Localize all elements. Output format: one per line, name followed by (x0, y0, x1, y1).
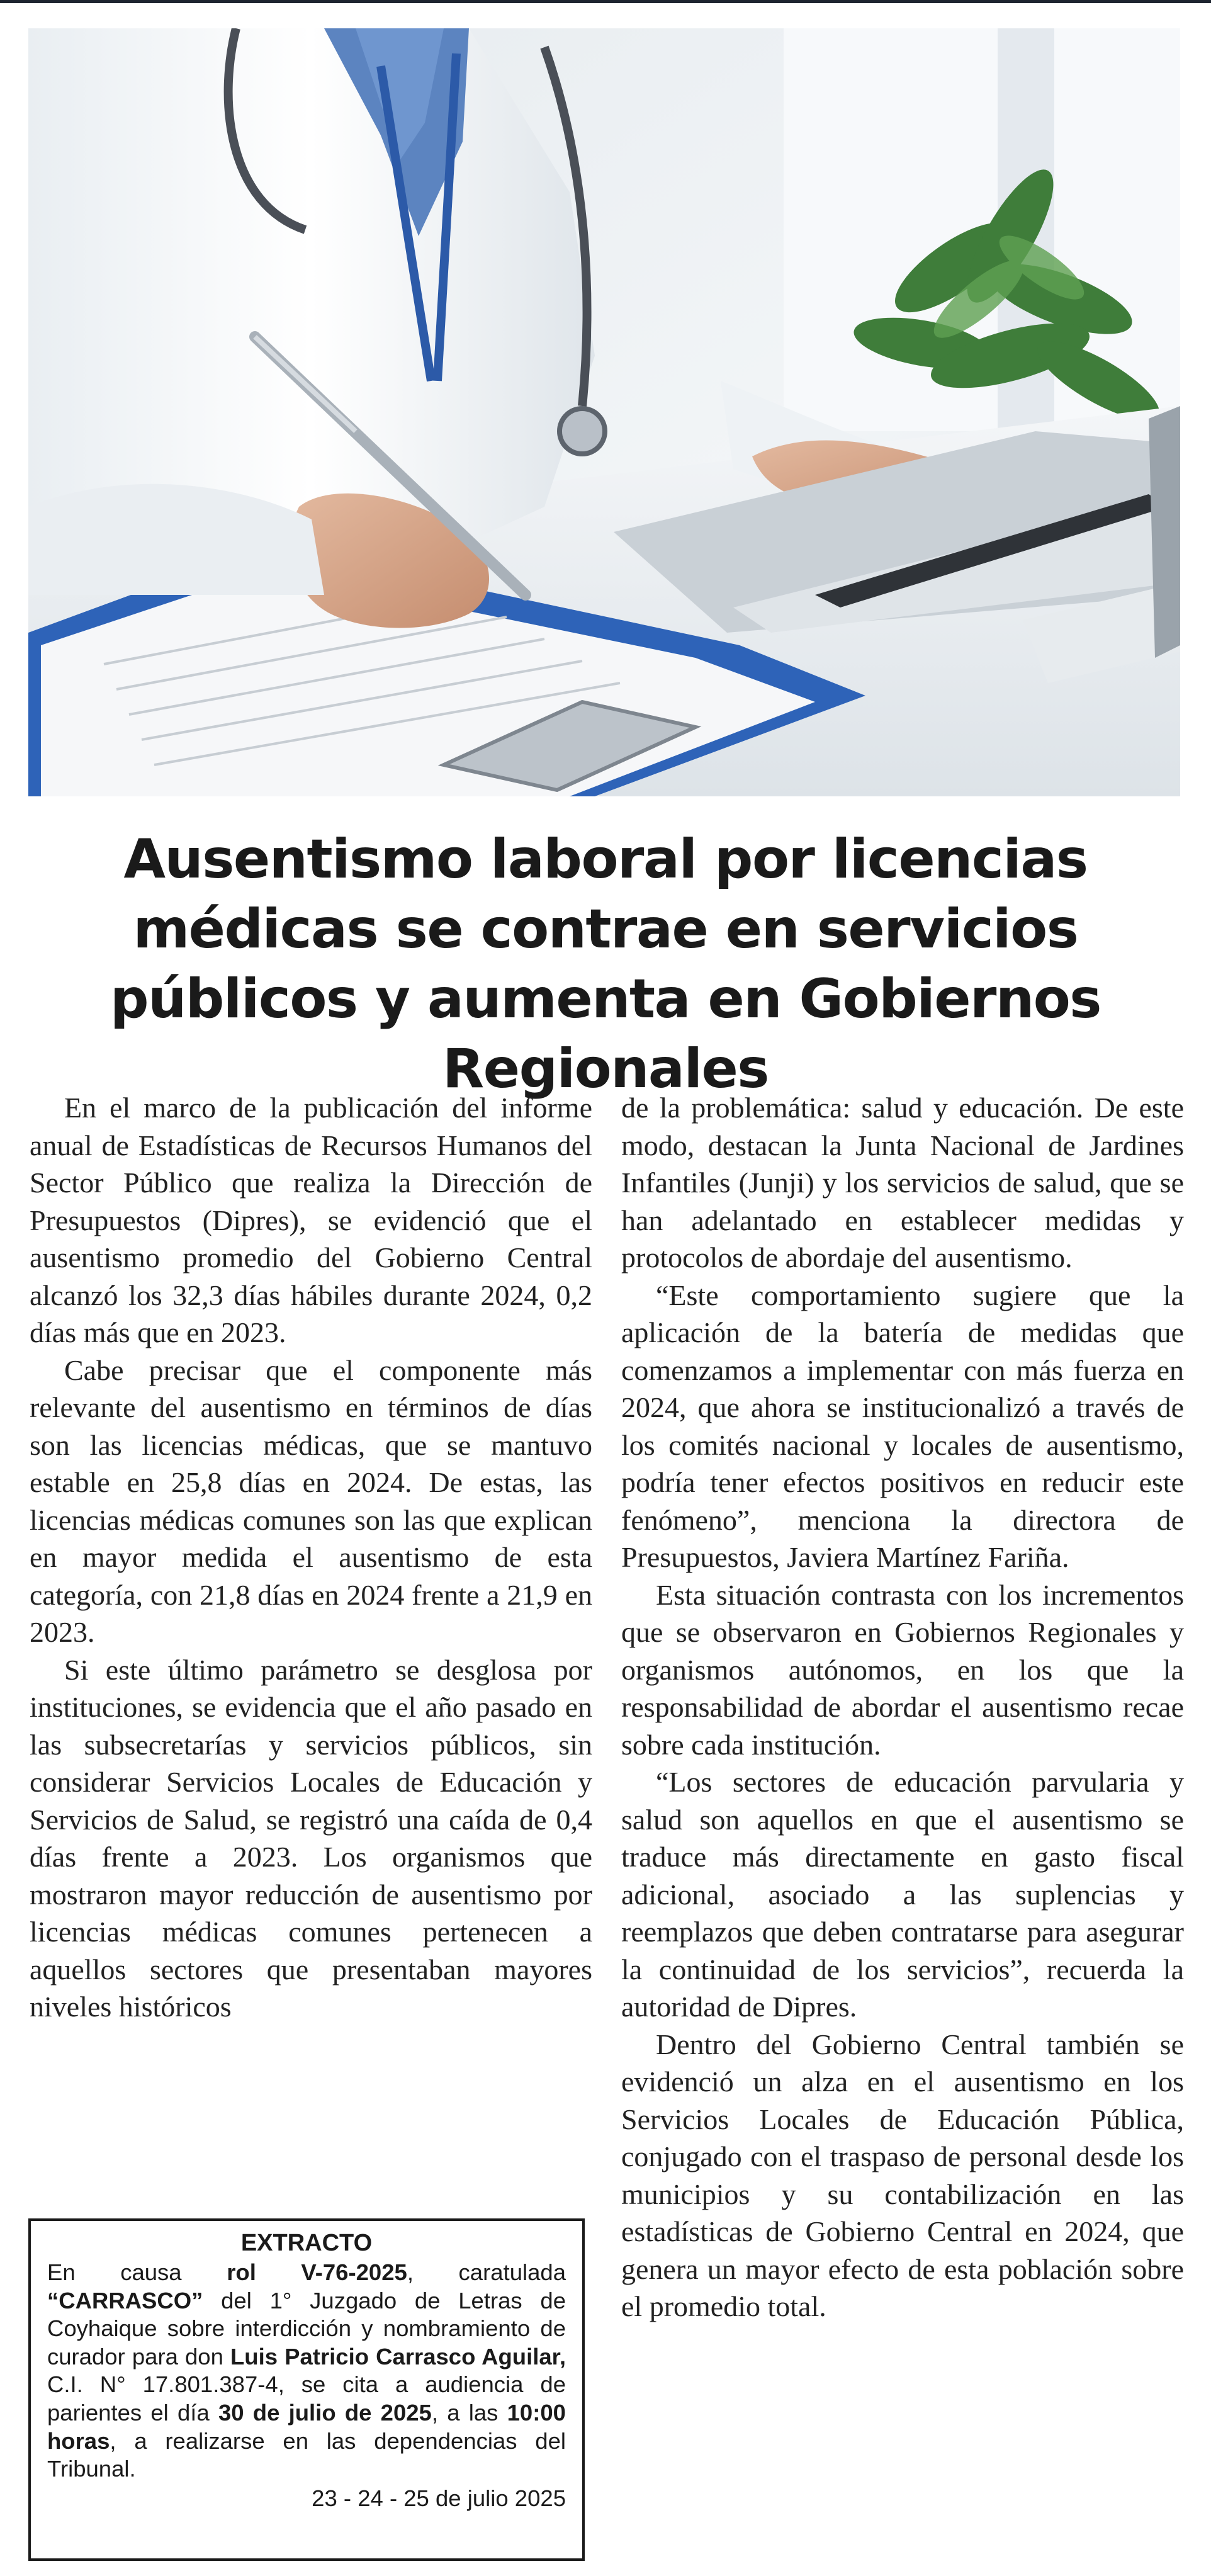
extracto-text: , a realizarse en las dependencias del Tribunal. (47, 2427, 566, 2482)
extracto-title: EXTRACTO (240, 2230, 373, 2256)
extracto-body (47, 2259, 566, 2483)
extracto-bold-text: Luis Patricio Carrasco Aguilar, (230, 2343, 566, 2370)
doctor-writing-clipboard-laptop-image (28, 28, 1180, 796)
paragraph: “Este comportamiento sugiere que la aplicación de la batería de medidas que comenzamos a implementar con más fuerza en 2024, que ahora se institucionalizó a través de los comités nacional y locales de ausentismo, podría tener efectos positivos en reducir este fenómeno”, menciona la directora de Presupuestos, Javiera Martínez Fariña. (621, 1279, 1184, 1573)
paragraph: “Los sectores de educación parvularia y salud son aquellos en que el ausentismo se traduce más directamente en gasto fiscal adicional, asociado a las suplencias y reemplazos que deben contratarse para asegurar la continuidad de los servicios”, recuerda la autoridad de Dipres. (621, 1766, 1184, 2023)
extracto-text: , a las (431, 2399, 507, 2426)
extracto-bold-text: “CARRASCO” (47, 2287, 203, 2313)
article-headline: Ausentismo laboral por licencias médicas se contrae en servicios públicos y aumenta en Gobiernos Regionales (110, 828, 1101, 1100)
extracto-bold-text: rol V-76-2025 (227, 2259, 407, 2285)
extracto-text: , caratulada (407, 2259, 566, 2285)
extracto-text: C.I. N° 17.801.387-4, se cita a audiencia de parientes el día (47, 2371, 566, 2426)
extracto-notice-box (28, 2218, 585, 2561)
paragraph: Si este último parámetro se desglosa por instituciones, se evidencia que el año pasado en las subsecretarías y servicios públicos, sin considerar Servicios Locales de Educación y Servicios de Salud, se registró una caída de 0,4 días frente a 2023. Los organismos que mostraron mayor reducción de ausentismo por licencias médicas comunes pertenecen a aquellos sectores que presentaban mayores niveles históricos (30, 1653, 592, 2023)
paragraph: Esta situación contrasta con los incrementos que se observaron en Gobiernos Regionales y organismos autónomos, en los que la responsabilidad de abordar el ausentismo recae sobre cada institución. (621, 1578, 1184, 1761)
extracto-bold-text: 30 de julio de 2025 (218, 2399, 432, 2426)
extracto-publication-dates: 23 - 24 - 25 de julio 2025 (312, 2485, 566, 2511)
paragraph: Dentro del Gobierno Central también se evidenció un alza en el ausentismo en los Servicios Locales de Educación Pública, conjugado con el traspaso de personal desde los municipios y su contabilización en las estadísticas de Gobierno Central en 2024, que genera un mayor efecto de esta población sobre el promedio total. (621, 2028, 1184, 2322)
extracto-text: del 1° Juzgado de Letras de Coyhaique sobre interdicción y nombramiento de curador para don (47, 2287, 566, 2370)
article-column-right (621, 1089, 1184, 2325)
paragraph: En el marco de la publicación del informe anual de Estadísticas de Recursos Humanos del Sector Público que realiza la Dirección de Presupuestos (Dipres), se evidenció que el ausentismo promedio del Gobierno Central alcanzó los 32,3 días hábiles durante 2024, 0,2 días más que en 2023. (30, 1092, 592, 1348)
top-rule (0, 0, 1211, 3)
article-column-left (30, 1089, 592, 2026)
extracto-text: En causa (47, 2259, 227, 2285)
paragraph: de la problemática: salud y educación. De este modo, destacan la Junta Nacional de Jardines Infantiles (Junji) y los servicios de salud, que se han adelantado en establecer medidas y protocolos de abordaje del ausentismo. (621, 1092, 1184, 1274)
paragraph: Cabe precisar que el componente más relevante del ausentismo en términos de días son las licencias médicas, que se mantuvo estable en 25,8 días en 2024. De estas, las licencias médicas comunes son las que explican en mayor medida el ausentismo de esta categoría, con 21,8 días en 2024 frente a 21,9 en 2023. (30, 1353, 592, 1648)
extracto-bold-text: 10:00 horas (47, 2399, 566, 2454)
article-photo (28, 28, 1180, 796)
